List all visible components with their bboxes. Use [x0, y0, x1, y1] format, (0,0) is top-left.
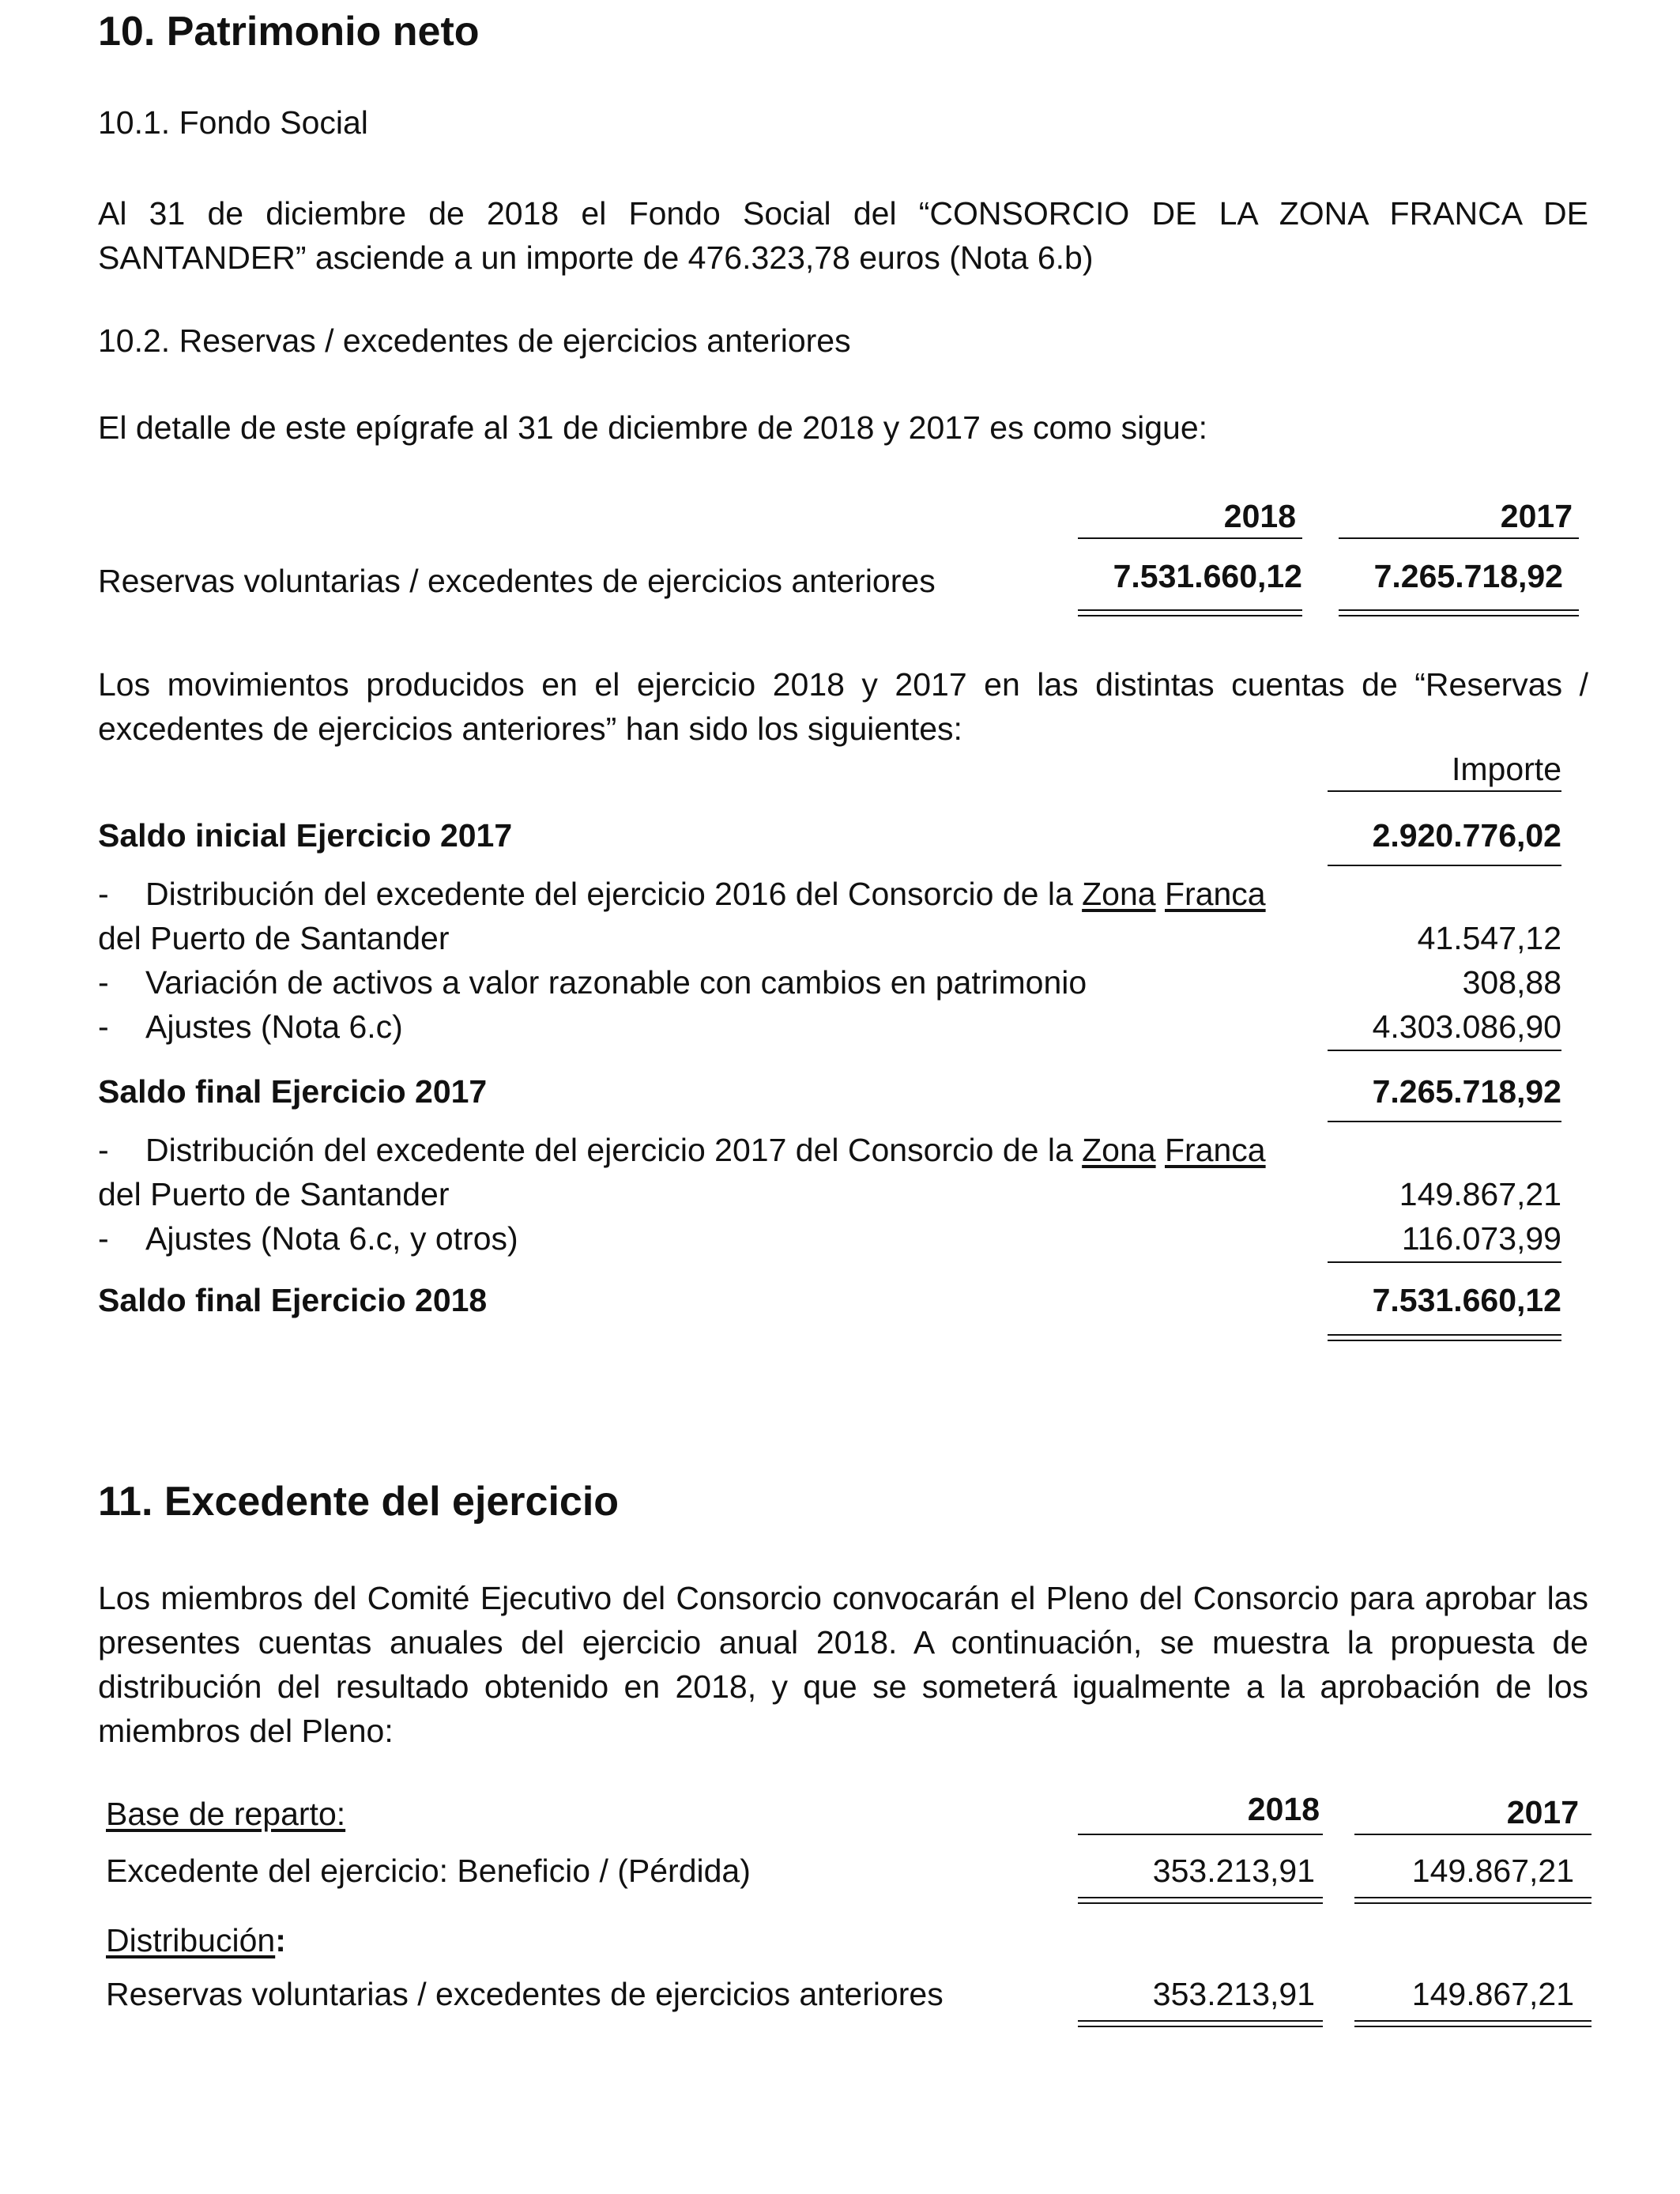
dist-header-rule-2017 — [1354, 1834, 1591, 1835]
ajustes-2018-dash: - — [98, 1220, 109, 1257]
excedente-2017: 149.867,21 — [1411, 1853, 1574, 1889]
dist-2017-dash: - — [98, 1132, 109, 1168]
importe-header-rule — [1328, 790, 1561, 792]
excedente-2018: 353.213,91 — [1152, 1853, 1315, 1889]
header-rule-2018 — [1078, 537, 1302, 539]
ajustes-2018-value: 116.073,99 — [1401, 1220, 1561, 1257]
reservas-double-rule-2018 — [1078, 2020, 1323, 2027]
dist-col-header-2017: 2017 — [1506, 1794, 1579, 1830]
ajustes-2018-label: Ajustes (Nota 6.c, y otros) — [145, 1220, 518, 1257]
excedente-label: Excedente del ejercicio: Beneficio / (Pérdida) — [106, 1853, 751, 1889]
reservas-2018: 353.213,91 — [1152, 1976, 1315, 2012]
saldo-final-2018-label: Saldo final Ejercicio 2018 — [98, 1282, 488, 1318]
excedente-double-rule-2017 — [1354, 1897, 1591, 1904]
total-double-rule-movements — [1328, 1334, 1561, 1341]
saldo-inicial-rule — [1328, 865, 1561, 866]
section-10-title: 10. Patrimonio neto — [98, 9, 480, 55]
header-rule-2017 — [1339, 537, 1579, 539]
dist-header-rule-2018 — [1078, 1834, 1323, 1835]
distribucion-label: Distribución: — [106, 1922, 286, 1958]
saldo-inicial-2017-value: 2.920.776,02 — [1372, 817, 1561, 854]
saldo-final-2017-value: 7.265.718,92 — [1372, 1073, 1561, 1110]
variacion-label: Variación de activos a valor razonable con cambios en patrimonio — [145, 964, 1087, 1001]
dist-2016-line1: Distribución del excedente del ejercicio 2016 del Consorcio de la Zona Franca — [145, 876, 1266, 912]
dist-col-header-2018: 2018 — [1247, 1791, 1320, 1827]
excedente-double-rule-2018 — [1078, 1897, 1323, 1904]
detail-value-2018: 7.531.660,12 — [1113, 558, 1302, 594]
reservas-label: Reservas voluntarias / excedentes de ejercicios anteriores — [106, 1976, 944, 2012]
detail-intro: El detalle de este epígrafe al 31 de diciembre de 2018 y 2017 es como sigue: — [98, 409, 1208, 446]
variacion-value: 308,88 — [1462, 964, 1561, 1001]
section-11-paragraph: Los miembros del Comité Ejecutivo del Consorcio convocarán el Pleno del Consorcio para aprobar las presentes cuentas anuales del ejercicio anual 2018. A continuación, se muestra la propuesta de distribución del resultado obtenido en 2018, y que se someterá igualmente a la aprobación de los miembros del Pleno: — [98, 1580, 1588, 1749]
saldo-final-2017-rule — [1328, 1121, 1561, 1122]
total-double-rule-2017 — [1339, 609, 1579, 616]
ajustes-2017-value: 4.303.086,90 — [1372, 1008, 1561, 1045]
subsection-10-1-title: 10.1. Fondo Social — [98, 104, 368, 141]
col-header-2018: 2018 — [1223, 498, 1296, 534]
subtotal-rule-2017 — [1328, 1050, 1561, 1051]
saldo-final-2017-label: Saldo final Ejercicio 2017 — [98, 1073, 488, 1110]
subsection-10-2-title: 10.2. Reservas / excedentes de ejercicios anteriores — [98, 322, 851, 359]
saldo-inicial-2017-label: Saldo inicial Ejercicio 2017 — [98, 817, 513, 854]
ajustes-2017-label: Ajustes (Nota 6.c) — [145, 1008, 403, 1045]
movements-paragraph: Los movimientos producidos en el ejercicio 2018 y 2017 en las distintas cuentas de “Reservas / excedentes de ejercicios anteriores” han sido los siguientes: — [98, 666, 1588, 747]
base-reparto-label: Base de reparto: — [106, 1796, 346, 1832]
dist-2017-line1: Distribución del excedente del ejercicio 2017 del Consorcio de la Zona Franca — [145, 1132, 1266, 1168]
ajustes-2017-dash: - — [98, 1008, 109, 1045]
dist-2016-dash: - — [98, 876, 109, 912]
saldo-final-2018-value: 7.531.660,12 — [1372, 1282, 1561, 1318]
dist-2017-value: 149.867,21 — [1399, 1176, 1561, 1212]
reservas-double-rule-2017 — [1354, 2020, 1591, 2027]
total-double-rule-2018 — [1078, 609, 1302, 616]
variacion-dash: - — [98, 964, 109, 1001]
detail-value-2017: 7.265.718,92 — [1373, 558, 1563, 594]
reservas-2017: 149.867,21 — [1411, 1976, 1574, 2012]
subtotal-rule-2018 — [1328, 1261, 1561, 1263]
col-header-2017: 2017 — [1500, 498, 1573, 534]
detail-row-label: Reservas voluntarias / excedentes de ejercicios anteriores — [98, 563, 936, 599]
dist-2016-line2: del Puerto de Santander — [98, 920, 450, 956]
dist-2016-value: 41.547,12 — [1417, 920, 1561, 956]
section-11-title: 11. Excedente del ejercicio — [98, 1479, 620, 1525]
fondo-social-paragraph: Al 31 de diciembre de 2018 el Fondo Social del “CONSORCIO DE LA ZONA FRANCA DE SANTANDER” asciende a un importe de 476.323,78 euros (Nota 6.b) — [98, 195, 1588, 276]
importe-header: Importe — [1452, 751, 1561, 787]
dist-2017-line2: del Puerto de Santander — [98, 1176, 450, 1212]
